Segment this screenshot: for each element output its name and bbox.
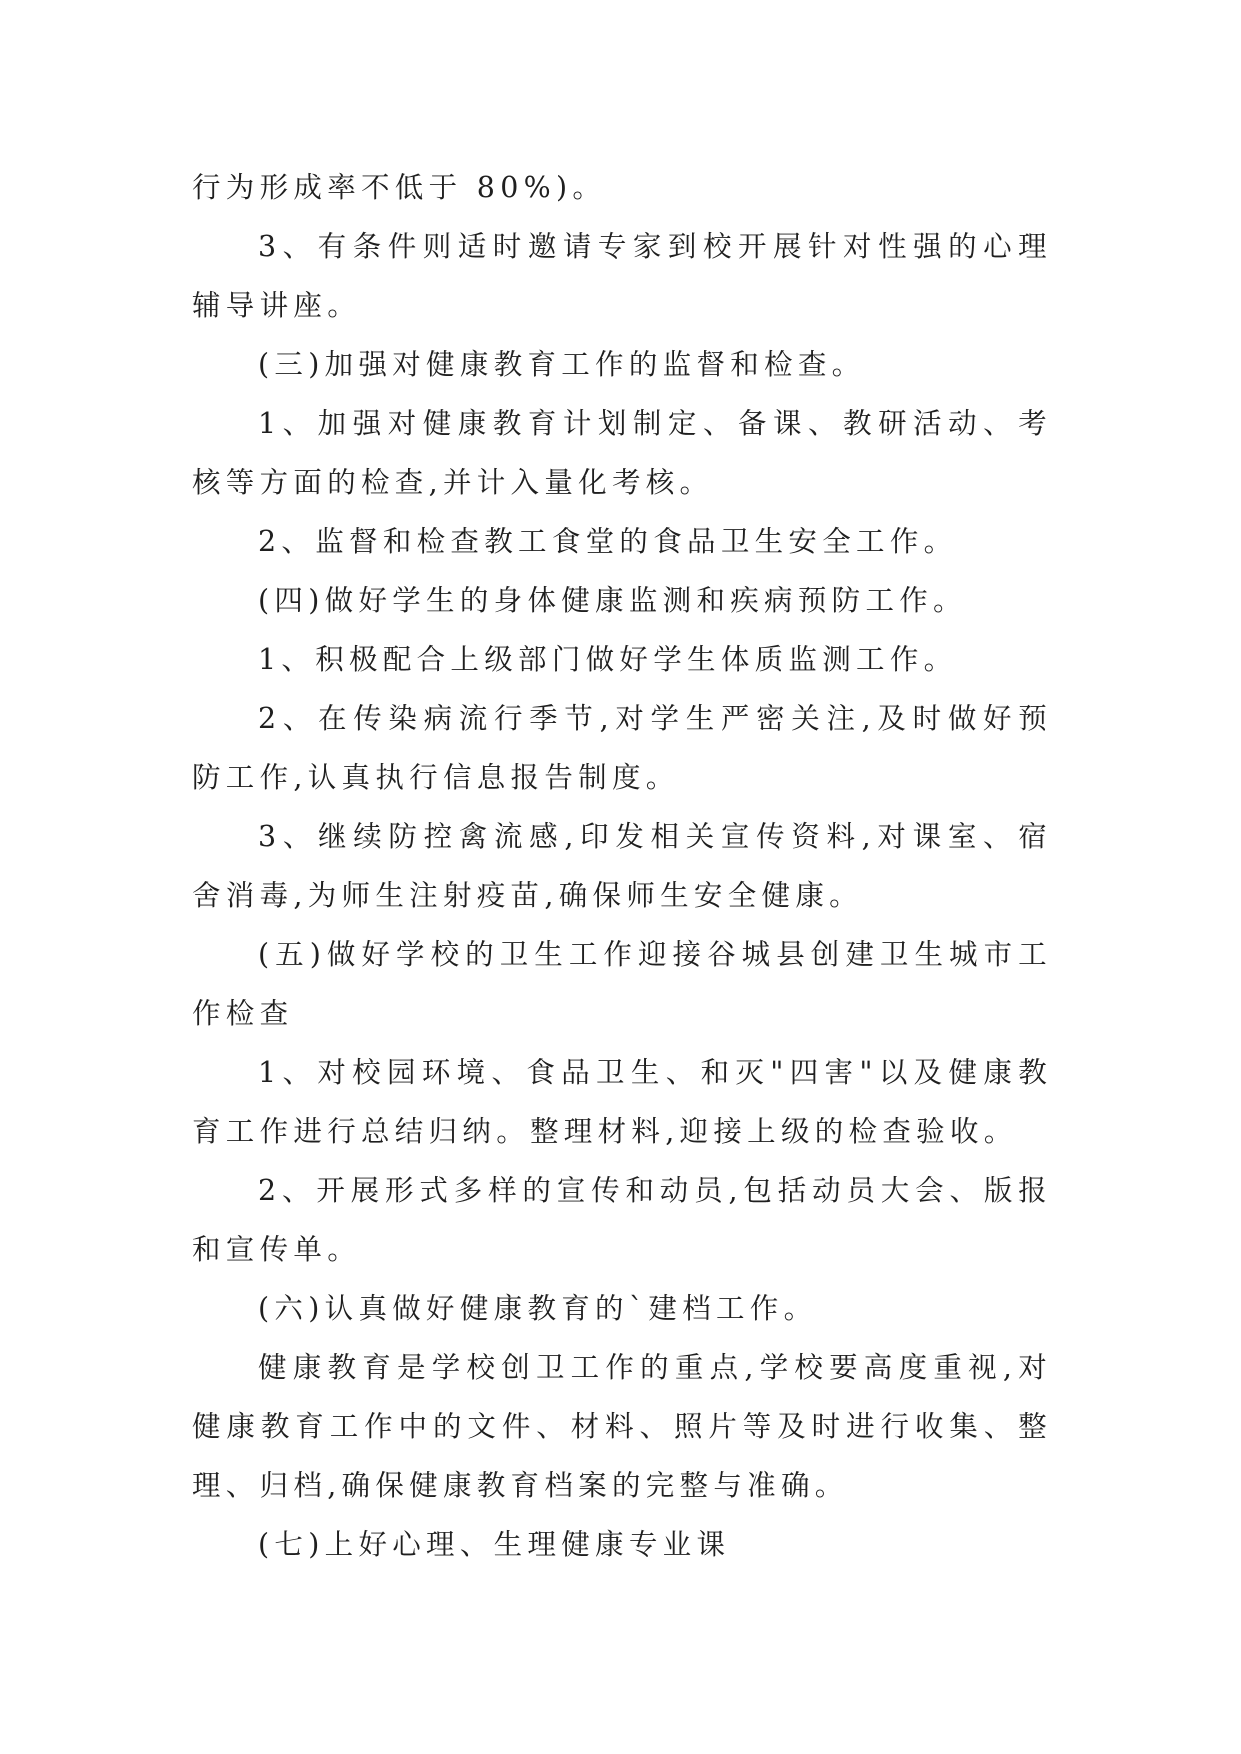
paragraph-plan-inspection: 1、加强对健康教育计划制定、备课、教研活动、考核等方面的检查,并计入量化考核。 bbox=[192, 407, 1052, 499]
paragraph-epidemic-prevention: 2、在传染病流行季节,对学生严密关注,及时做好预防工作,认真执行信息报告制度。 bbox=[192, 702, 1052, 794]
paragraph-canteen-safety: 2、监督和检查教工食堂的食品卫生安全工作。 bbox=[258, 525, 958, 558]
section-heading-6: (六)认真做好健康教育的`建档工作。 bbox=[258, 1292, 818, 1325]
paragraph-physique-monitoring: 1、积极配合上级部门做好学生体质监测工作。 bbox=[258, 643, 958, 676]
section-heading-4: (四)做好学生的身体健康监测和疾病预防工作。 bbox=[258, 584, 967, 617]
document-body bbox=[192, 158, 1052, 1574]
section-heading-7: (七)上好心理、生理健康专业课 bbox=[258, 1528, 731, 1561]
paragraph-expert-lecture: 3、有条件则适时邀请专家到校开展针对性强的心理辅导讲座。 bbox=[192, 230, 1052, 322]
paragraph-behavior-rate: 行为形成率不低于 80%)。 bbox=[192, 171, 607, 204]
paragraph-avian-flu: 3、继续防控禽流感,印发相关宣传资料,对课室、宿舍消毒,为师生注射疫苗,确保师生安全健康。 bbox=[192, 820, 1052, 912]
section-heading-3: (三)加强对健康教育工作的监督和检查。 bbox=[258, 348, 866, 381]
section-heading-5: (五)做好学校的卫生工作迎接谷城县创建卫生城市工作检查 bbox=[192, 938, 1052, 1030]
paragraph-publicity: 2、开展形式多样的宣传和动员,包括动员大会、版报和宣传单。 bbox=[192, 1174, 1052, 1266]
paragraph-campus-summary: 1、对校园环境、食品卫生、和灭"四害"以及健康教育工作进行总结归纳。整理材料,迎接上级的检查验收。 bbox=[192, 1056, 1052, 1148]
paragraph-archiving: 健康教育是学校创卫工作的重点,学校要高度重视,对健康教育工作中的文件、材料、照片等及时进行收集、整理、归档,确保健康教育档案的完整与准确。 bbox=[192, 1351, 1052, 1502]
